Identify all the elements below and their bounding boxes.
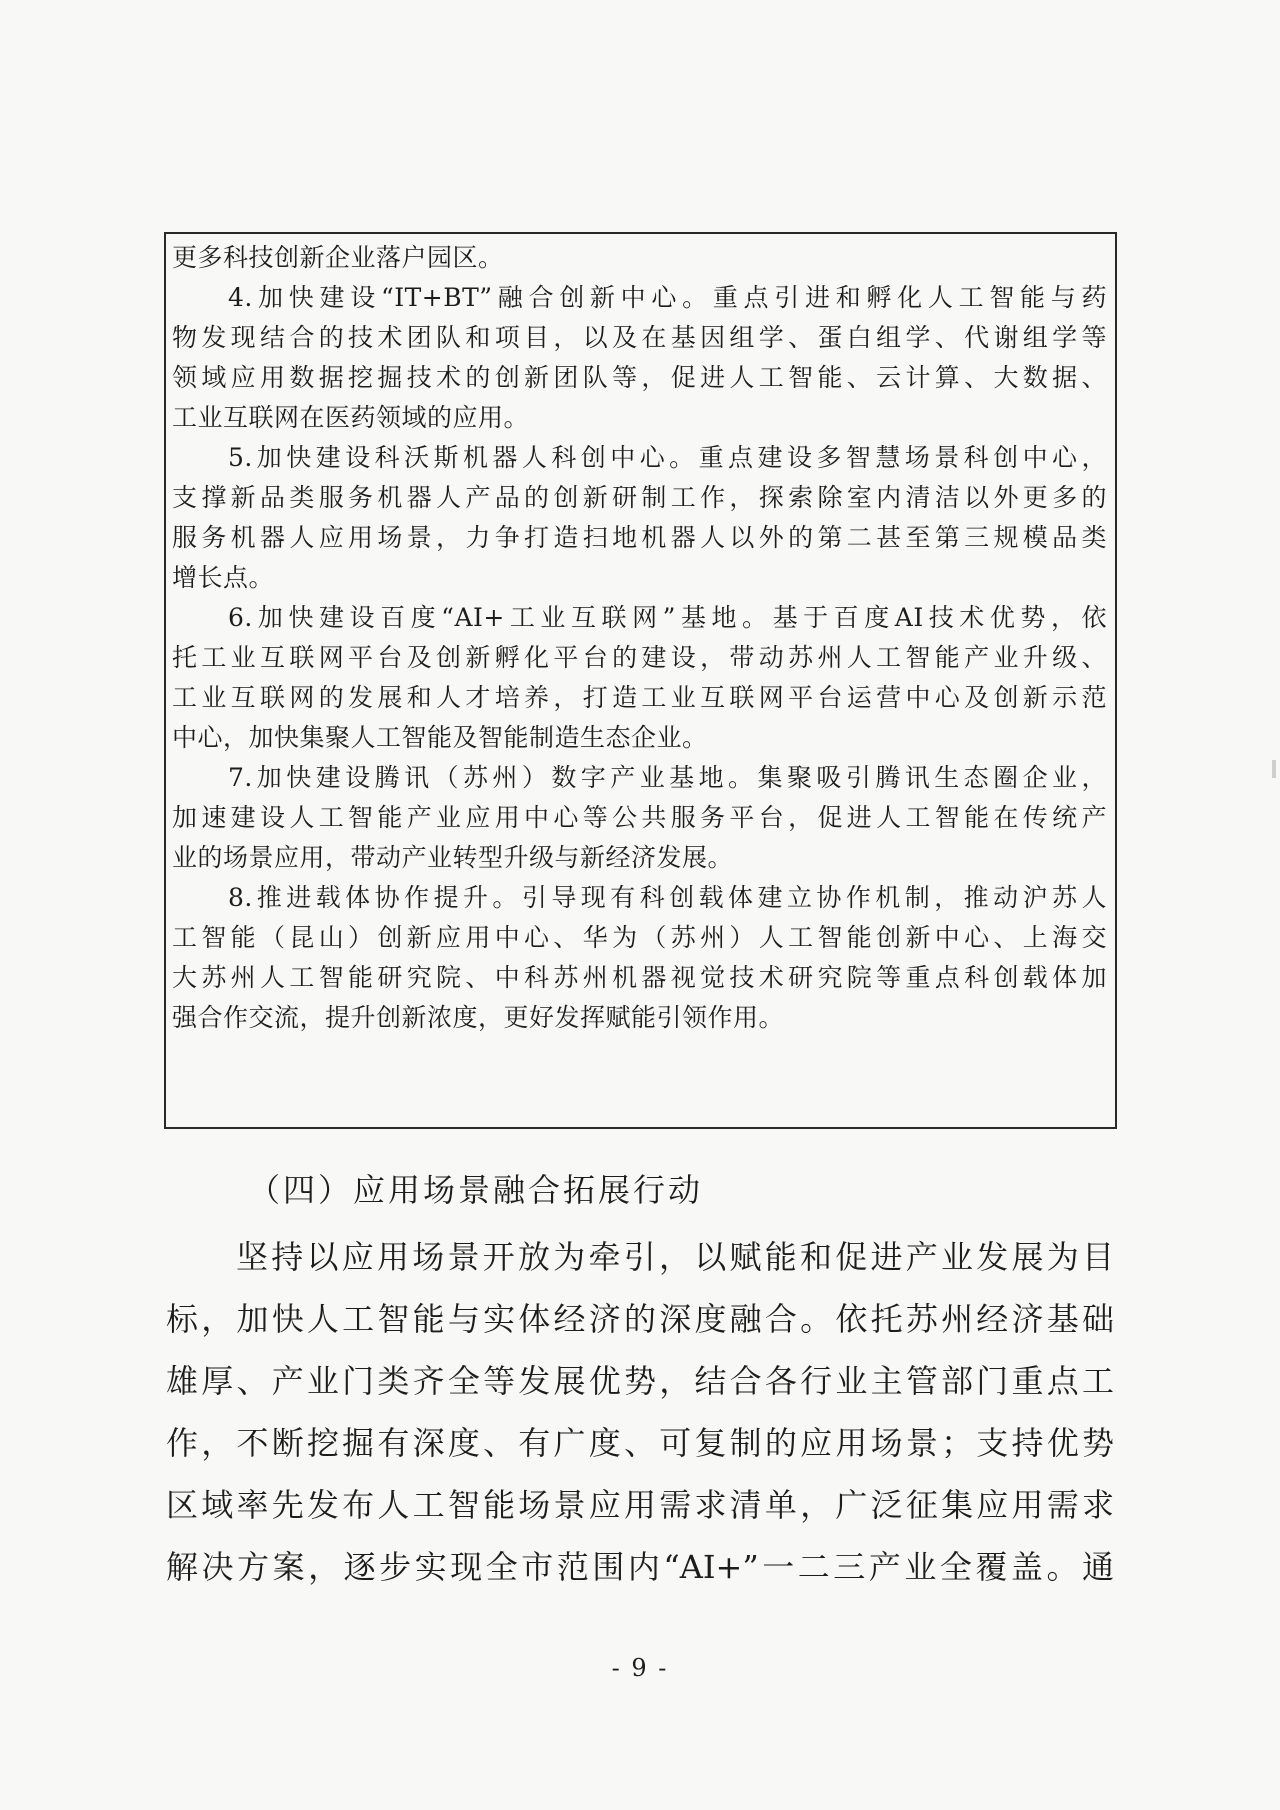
box-line: 7.加快建设腾讯（苏州）数字产业基地。集聚吸引腾讯生态圈企业，: [228, 763, 1107, 792]
box-line: 6.加快建设百度“AI+工业互联网”基地。基于百度AI技术优势，依: [228, 603, 1107, 632]
box-line: 4.加快建设“IT+BT”融合创新中心。重点引进和孵化人工智能与药: [228, 283, 1107, 312]
box-line: 工业互联网的发展和人才培养，打造工业互联网平台运营中心及创新示范: [172, 683, 1107, 712]
box-line: 更多科技创新企业落户园区。: [172, 243, 504, 272]
body-line: 作，不断挖掘有深度、有广度、可复制的应用场景；支持优势: [166, 1424, 1114, 1462]
body-line: 标，加快人工智能与实体经济的深度融合。依托苏州经济基础: [166, 1300, 1114, 1338]
body-line: 解决方案，逐步实现全市范围内“AI+”一二三产业全覆盖。通: [166, 1548, 1114, 1586]
binding-mark: [1272, 760, 1276, 778]
box-line: 大苏州人工智能研究院、中科苏州机器视觉技术研究院等重点科创载体加: [172, 963, 1107, 992]
text-box: [164, 232, 1117, 1129]
section-heading: （四）应用场景融合拓展行动: [248, 1171, 704, 1209]
box-line: 8.推进载体协作提升。引导现有科创载体建立协作机制，推动沪苏人: [228, 883, 1107, 912]
box-line: 5.加快建设科沃斯机器人科创中心。重点建设多智慧场景科创中心，: [228, 443, 1107, 472]
box-line: 托工业互联网平台及创新孵化平台的建设，带动苏州人工智能产业升级、: [172, 643, 1107, 672]
box-line: 加速建设人工智能产业应用中心等公共服务平台，促进人工智能在传统产: [172, 803, 1107, 832]
box-line: 工智能（昆山）创新应用中心、华为（苏州）人工智能创新中心、上海交: [172, 923, 1107, 952]
page-number: - 9 -: [611, 1654, 669, 1682]
box-line: 强合作交流，提升创新浓度，更好发挥赋能引领作用。: [172, 1003, 785, 1032]
box-line: 领域应用数据挖掘技术的创新团队等，促进人工智能、云计算、大数据、: [172, 363, 1107, 392]
box-line: 中心，加快集聚人工智能及智能制造生态企业。: [172, 723, 708, 752]
box-line: 业的场景应用，带动产业转型升级与新经济发展。: [172, 843, 734, 872]
box-line: 工业互联网在医药领域的应用。: [172, 403, 530, 432]
body-line: 坚持以应用场景开放为牵引，以赋能和促进产业发展为目: [236, 1238, 1114, 1276]
box-line: 支撑新品类服务机器人产品的创新研制工作，探索除室内清洁以外更多的: [172, 483, 1107, 512]
body-line: 雄厚、产业门类齐全等发展优势，结合各行业主管部门重点工: [166, 1362, 1114, 1400]
box-line: 物发现结合的技术团队和项目，以及在基因组学、蛋白组学、代谢组学等: [172, 323, 1107, 352]
box-line: 增长点。: [172, 563, 275, 592]
body-line: 区域率先发布人工智能场景应用需求清单，广泛征集应用需求: [166, 1486, 1114, 1524]
box-line: 服务机器人应用场景，力争打造扫地机器人以外的第二甚至第三规模品类: [172, 523, 1107, 552]
